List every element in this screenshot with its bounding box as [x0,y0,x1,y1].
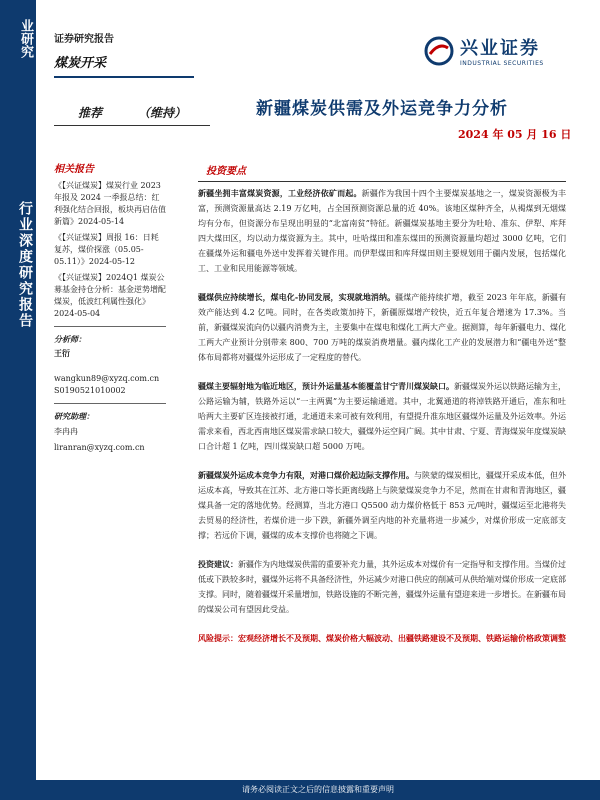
assistant-heading: 研究助理： [54,411,94,421]
paragraph-lead: 新疆煤炭外运成本竞争力有限，对港口煤价起边际支撑作用。 [198,470,414,480]
paragraph-body: 疆煤产能持续扩增，截至 2023 年年底，新疆有效产能达到 4.2 亿吨。同时，在各类政策加持下，新疆原煤增产较快，近五年复合增速为 17.3%。当前，新疆煤炭流向仍以疆内消费为主，主要集中在煤电和煤化工两大产业。据测算，每年新疆电力、煤化工两大产业预计分别带来 800、700 万吨的煤炭消费增量。疆内煤化工产业的发展潜力和“疆电外送”整体布局都将对疆煤外运形成了一定程度的替代。 [198,293,566,362]
logo-cn: 兴业证券 [460,38,540,59]
analyst-email[interactable]: wangkun89@xyzq.com.cn [54,374,160,383]
paragraph-body: 新疆煤炭外运以铁路运输为主，公路运输为辅，铁路外运以“一主两翼”为主要运输通道。其中，北翼通道的将淖铁路开通后，准东和吐哈两大主要矿区连接被打通，北通道未来可被有效利用，有望提升准东地区疆煤外运量及外运效率。外运需求来看，西北西南地区煤炭需求缺口较大，疆煤外运空间广阔。其中甘肃、宁夏、青海煤炭年度煤炭缺口合计超 1 亿吨，四川煤炭缺口超 5000 万吨。 [198,382,566,451]
paragraph-body: 新疆作为我国十四个主要煤炭基地之一，煤炭资源极为丰富，预测资源量高达 2.19 万亿吨，占全国预测资源总量的近 40%。该地区煤种齐全，从褐煤到无烟煤均有分布，但资源分布呈现出明显的“北富南贫”特征。新疆煤炭基地主要分为吐哈、准东、伊犁、库拜四大煤田区，均以动力煤资源为主。其中，吐哈煤田和准东煤田的预测资源量均超过 3000 亿吨，它们在疆煤外运和疆电外送中发挥着关键作用。而伊犁煤田和库拜煤田则主要规划用于疆内发展，包括煤化工、工业和民用能源等领域。 [198,189,567,273]
analyst-cert: S0190521010002 [54,386,126,395]
paragraph-lead: 疆煤主要辐射地为临近地区，预计外运量基本能覆盖甘宁青川煤炭缺口。 [198,381,454,391]
paragraph [198,557,566,617]
key-points-heading: 投资要点 [206,166,246,177]
related-reports-heading: 相关报告 [54,164,94,175]
paragraph-body: 与陕蒙的煤炭相比，疆煤开采成本低，但外运成本高，导致其在江苏、北方港口等长距离线路上与陕蒙煤炭竞争力不足，然而在甘肃和青海地区，疆煤具备一定的落地优势。经测算，当北方港口 Q5500 动力煤价格低于 853 元/吨时，疆煤运至北港将失去贸易的经济性，若煤价进一步下跌，新疆外调至内地的补充量将进一步减少，对煤价形成一定底部支撑；若远价下调，疆煤的成本支撑价也将随之下调。 [198,471,566,540]
assistant-email[interactable]: liranran@xyzq.com.cn [54,443,145,452]
report-type: 证券研究报告 [54,34,114,45]
assistant-name: 李冉冉 [54,427,78,436]
main-content [198,164,566,646]
paragraph-lead: 疆煤供应持续增长，煤电化-协同发展，实现就地消纳。 [198,292,396,302]
key-points-rule [198,181,566,182]
paragraph-body: 新疆作为内地煤炭供需的重要补充力量，其外运成本对煤价有一定指导和支撑作用。当煤价过低或下跌较多时，疆煤外运将不具备经济性，外运减少对港口供应的削减可从供给端对煤价形成一定底部支撑。同时，随着疆煤开采量增加，铁路设施的不断完善，疆煤外运量有望迎来进一步增长。在新疆布局的煤炭公司有望因此受益。 [198,560,566,614]
paragraph [198,379,566,454]
logo-mark-icon [424,36,454,66]
rating-rule [54,125,210,126]
analyst-heading: 分析师： [54,334,86,344]
sidebar-vertical-text: 行业深度研究报告 [17,201,33,329]
rating-status: （维持） [138,106,187,120]
related-report-item[interactable]: 《【兴证煤炭】2024Q1 煤炭公募基金持仓分析：基金逆势增配煤炭，低波红利属性强化》2024-05-04 [54,273,166,318]
footer-disclaimer: 请务必阅读正文之后的信息披露和重要声明 [36,780,600,800]
paragraph [198,186,566,276]
paragraph-lead: 投资建议： [198,559,238,569]
paragraph [198,290,566,365]
divider [54,326,166,327]
divider [54,403,166,404]
related-report-item[interactable]: 《【兴证煤炭】周报 16：日耗复苏，煤价探涨（05.05-05.11）》2024-05-12 [54,233,159,266]
category-rule [54,76,194,78]
company-logo [424,34,544,67]
report-date: 2024 年 05 月 16 日 [458,128,572,141]
logo-en: INDUSTRIAL SECURITIES [460,60,544,67]
sidebar-top-text: 业研究 [18,18,33,58]
page-title: 新疆煤炭供需及外运竞争力分析 [256,99,508,119]
paragraph [198,468,566,543]
related-report-item[interactable]: 《【兴证煤炭】煤炭行业 2023 年报及 2024 一季报总结：红利强化结合回报，板块再启估值新篇》2024-05-14 [54,181,166,226]
rating: 推荐 [78,106,103,120]
left-column [54,164,166,454]
risk-warning: 风险提示：宏观经济增长不及预期、煤炭价格大幅波动、出疆铁路建设不及预期、铁路运输价格政策调整 [198,633,566,643]
sidebar [0,0,36,800]
paragraph-lead: 新疆坐拥丰富煤炭资源，工业经济依矿而起。 [198,188,362,198]
analyst-name: 王衍 [54,348,70,358]
industry-category: 煤炭开采 [54,56,107,71]
